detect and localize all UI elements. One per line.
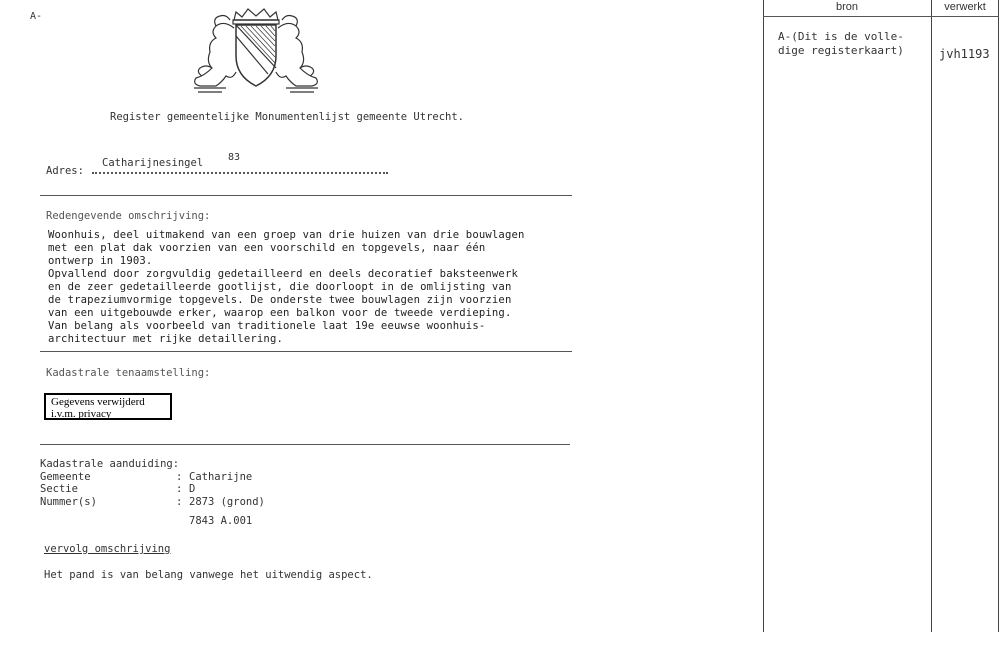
- description-line: van een uitgebouwde erker, waarop een balkon voor de tweede verdieping.: [48, 307, 512, 319]
- cadastral-extra-number: 7843 A.001: [189, 515, 253, 527]
- cadastral-value: 2873 (grond): [189, 496, 265, 508]
- cadastral-sep: :: [176, 483, 183, 495]
- verwerkt-entry: jvh1193: [939, 47, 990, 61]
- address-number: 83: [228, 152, 241, 163]
- cadastral-designation-label: Kadastrale aanduiding:: [40, 458, 180, 470]
- description-line: architectuur met rijke detaillering.: [48, 333, 284, 345]
- description-line: Opvallend door zorgvuldig gedetailleerd en deels decoratief baksteenwerk: [48, 268, 519, 280]
- panel-border-left: [763, 0, 764, 632]
- description-line: Woonhuis, deel uitmakend van een groep van drie huizen van drie bouwlagen: [48, 229, 525, 241]
- column-header-verwerkt: verwerkt: [944, 1, 986, 13]
- divider: [40, 444, 570, 445]
- panel-column-divider: [931, 0, 932, 632]
- utrecht-coat-of-arms-icon: [186, 6, 326, 94]
- bron-entry-line: A-(Dit is de volle-: [778, 30, 904, 43]
- divider: [40, 351, 572, 352]
- description-line: de trapeziumvormige topgevels. De onderste twee bouwlagen zijn voorzien: [48, 294, 512, 306]
- description-line: ontwerp in 1903.: [48, 255, 153, 267]
- cadastral-sep: :: [176, 496, 183, 508]
- cadastral-key: Sectie: [40, 483, 78, 495]
- bron-entry-line: dige registerkaart): [778, 44, 904, 57]
- address-dotted-line: [92, 164, 388, 174]
- description-line: Van belang als voorbeeld van traditionele laat 19e eeuwse woonhuis-: [48, 320, 486, 332]
- cadastral-sep: :: [176, 471, 183, 483]
- description-label: Redengevende omschrijving:: [46, 210, 211, 222]
- cadastral-key: Gemeente: [40, 471, 91, 483]
- cadastral-value: D: [189, 483, 196, 495]
- cadastral-key: Nummer(s): [40, 496, 97, 508]
- cadastral-value: Catharijne: [189, 471, 253, 483]
- column-header-bron: bron: [835, 1, 859, 13]
- privacy-notice-box: Gegevens verwijderd i.v.m. privacy: [44, 393, 172, 420]
- description-line: en de zeer gedetailleerde gootlijst, die doorloopt in de omlijsting van: [48, 281, 512, 293]
- continuation-text: Het pand is van belang vanwege het uitwendig aspect.: [44, 569, 373, 581]
- address-label: Adres:: [46, 165, 84, 177]
- address-street: Catharijnesingel: [102, 157, 204, 169]
- panel-border-right: [998, 0, 999, 632]
- description-line: met een plat dak voorzien van een voorschild en topgevels, naar één: [48, 242, 486, 254]
- register-title: Register gemeentelijke Monumentenlijst gemeente Utrecht.: [110, 111, 465, 123]
- cadastral-owner-label: Kadastrale tenaamstelling:: [46, 367, 211, 379]
- corner-label: A-: [30, 11, 43, 22]
- continuation-label: vervolg omschrijving: [44, 543, 171, 555]
- panel-header-divider: [763, 16, 999, 17]
- divider: [40, 195, 572, 196]
